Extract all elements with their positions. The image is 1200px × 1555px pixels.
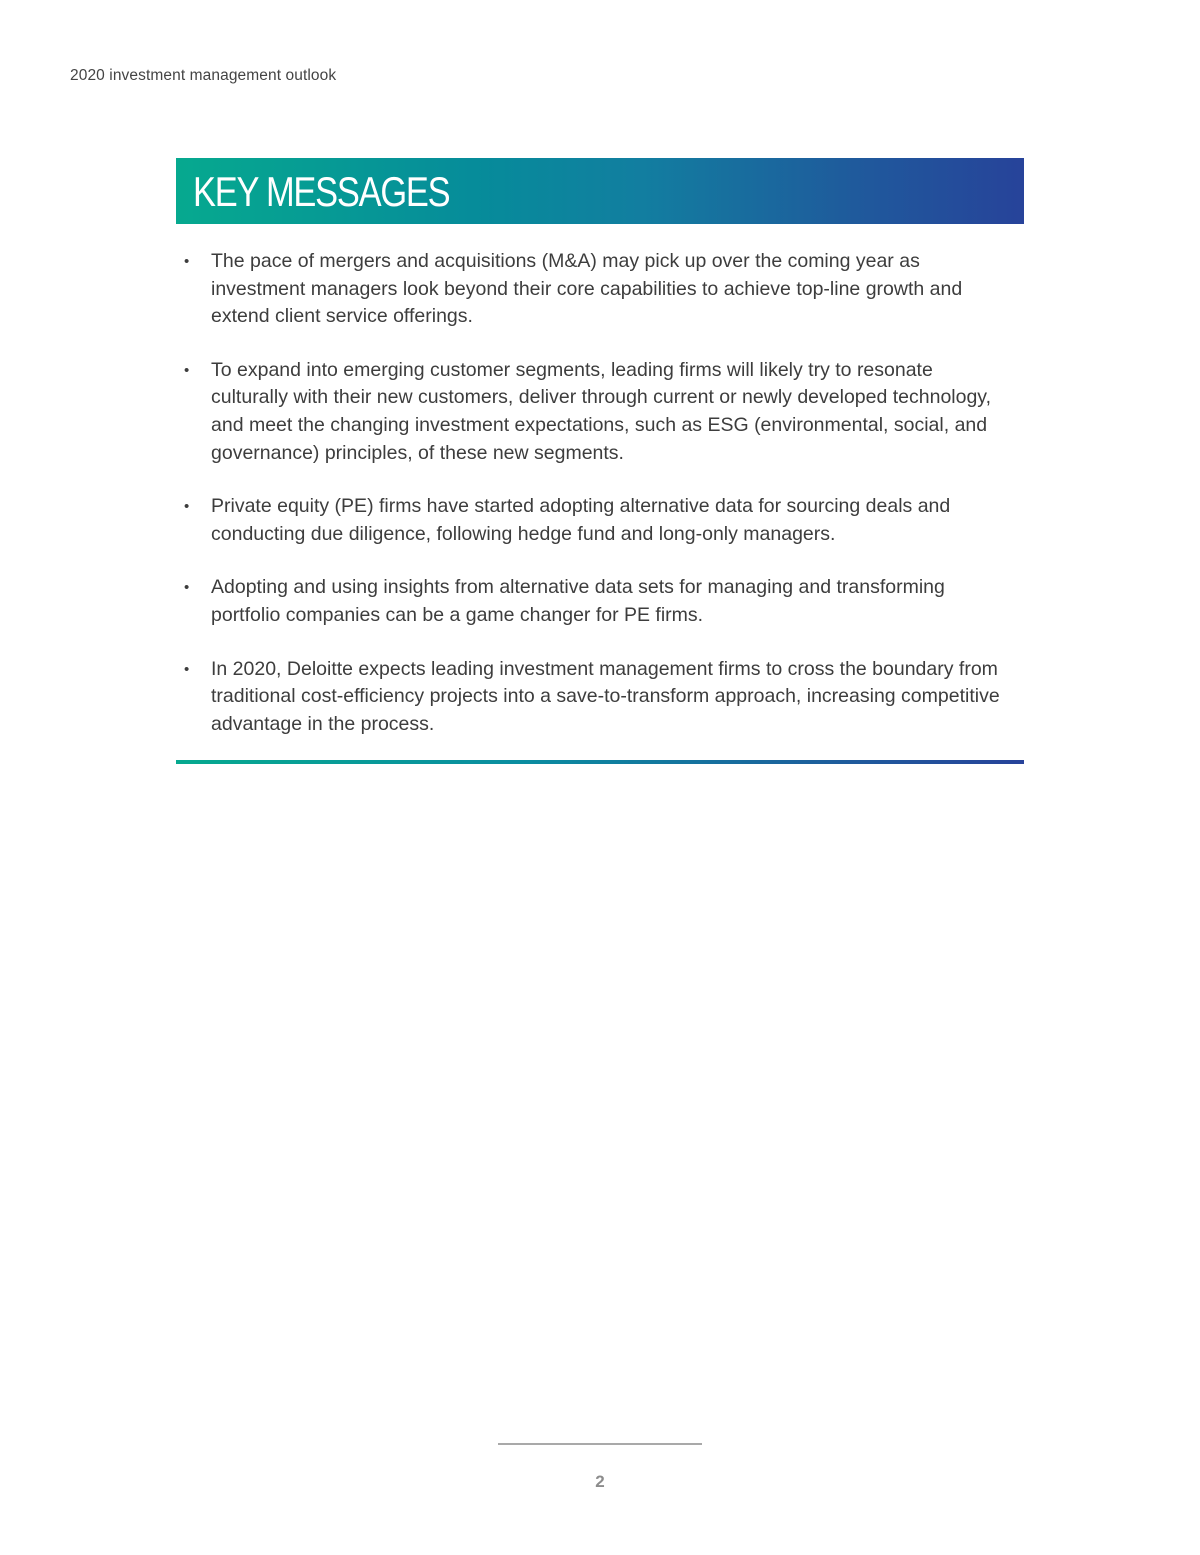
- running-header: 2020 investment management outlook: [70, 67, 337, 84]
- bullet-icon: •: [184, 253, 190, 270]
- page-number: 2: [595, 1472, 605, 1491]
- list-item: [184, 493, 1014, 548]
- message-text: Private equity (PE) firms have started adopting alternative data for sourcing deals and conducting due diligence, following hedge fund and long-only managers.: [211, 495, 951, 545]
- list-item: [184, 574, 1014, 629]
- message-text: Adopting and using insights from alternative data sets for managing and transforming portfolio companies can be a game changer for PE firms.: [211, 576, 945, 626]
- list-item: [184, 357, 1014, 467]
- bullet-icon: •: [184, 498, 190, 516]
- message-text: To expand into emerging customer segments, leading firms will likely try to resonate culturally with their new customers, deliver through current or newly developed technology, and meet the changing investment expectations, such as ESG (environmental, social, and governance) principles, of these new segments.: [211, 358, 992, 464]
- bullet-icon: •: [184, 660, 190, 678]
- message-text: The pace of mergers and acquisitions (M&A) may pick up over the coming year as investment managers look beyond their core capabilities to achieve top-line growth and extend client service offerings.: [211, 250, 963, 328]
- section-divider: [176, 760, 1024, 764]
- list-item: [184, 656, 1014, 739]
- bullet-icon: •: [184, 361, 190, 379]
- bullet-icon: •: [184, 579, 190, 597]
- message-text: In 2020, Deloitte expects leading investment management firms to cross the boundary from traditional cost-efficiency projects into a save-to-transform approach, increasing competitive advantage in the process.: [211, 657, 1000, 735]
- footer-divider: [498, 1443, 702, 1445]
- key-messages-banner: [176, 158, 1024, 224]
- banner-title: KEY MESSAGES: [193, 168, 450, 215]
- key-messages-list: [184, 248, 1014, 764]
- list-item: [184, 248, 1014, 331]
